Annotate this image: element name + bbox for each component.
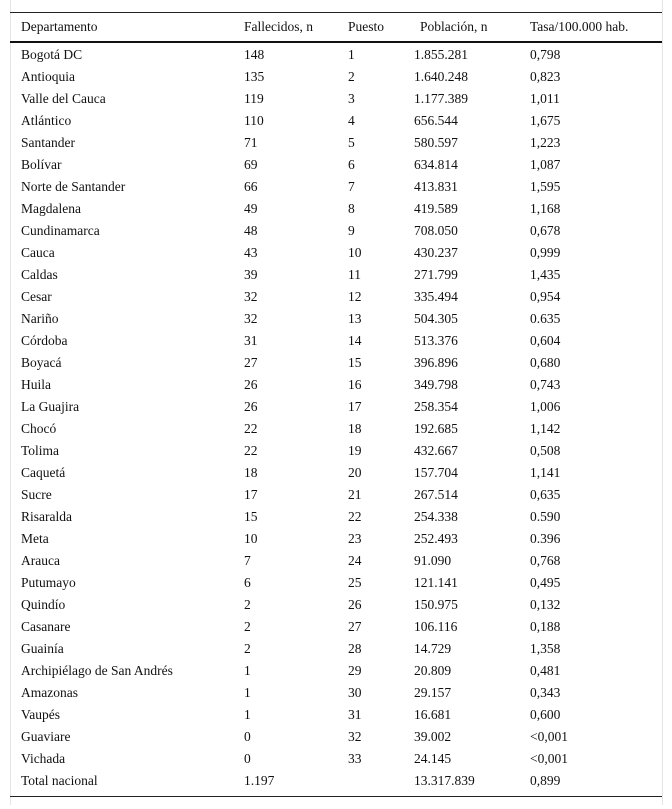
cell-tasa: 0.635 [530, 311, 561, 326]
cell-puesto: 4 [348, 113, 355, 128]
cell-poblacion: 20.809 [414, 663, 452, 678]
cell-departamento: Vaupés [21, 707, 60, 722]
cell-tasa: 0,132 [530, 597, 561, 612]
cell-puesto: 11 [348, 267, 361, 282]
cell-tasa: 0,604 [530, 333, 561, 348]
cell-poblacion: 580.597 [414, 135, 458, 150]
cell-tasa: 0,508 [530, 443, 561, 458]
cell-puesto: 26 [348, 597, 362, 612]
cell-puesto: 30 [348, 685, 362, 700]
cell-puesto: 9 [348, 223, 355, 238]
table-row [0, 638, 672, 660]
cell-tasa: 1,011 [530, 91, 560, 106]
cell-poblacion: 504.305 [414, 311, 458, 326]
cell-departamento: Tolima [21, 443, 60, 458]
cell-puesto: 25 [348, 575, 362, 590]
cell-departamento: Arauca [21, 553, 60, 568]
cell-fallecidos: 48 [244, 223, 258, 238]
cell-tasa: <0,001 [530, 751, 568, 766]
cell-poblacion: 29.157 [414, 685, 452, 700]
table-row [0, 550, 672, 572]
cell-fallecidos: 26 [244, 377, 258, 392]
cell-poblacion: 150.975 [414, 597, 458, 612]
table-header-rule [10, 41, 662, 43]
cell-poblacion: 258.354 [414, 399, 458, 414]
cell-fallecidos: 32 [244, 289, 258, 304]
cell-poblacion: 39.002 [414, 729, 452, 744]
cell-fallecidos: 135 [244, 69, 265, 84]
table-row [0, 418, 672, 440]
cell-poblacion: 634.814 [414, 157, 458, 172]
cell-fallecidos: 31 [244, 333, 258, 348]
cell-puesto: 29 [348, 663, 362, 678]
cell-puesto: 31 [348, 707, 362, 722]
table-row [0, 396, 672, 418]
cell-fallecidos: 0 [244, 751, 251, 766]
cell-fallecidos: 17 [244, 487, 258, 502]
cell-poblacion: 192.685 [414, 421, 458, 436]
cell-poblacion: 335.494 [414, 289, 458, 304]
table-row [0, 154, 672, 176]
table-row [0, 726, 672, 748]
cell-departamento: Caquetá [21, 465, 66, 480]
table-row [0, 286, 672, 308]
cell-departamento: Atlántico [21, 113, 72, 128]
table-row [0, 330, 672, 352]
cell-tasa: 0,743 [530, 377, 561, 392]
cell-puesto: 12 [348, 289, 362, 304]
table-row [0, 484, 672, 506]
cell-fallecidos: 71 [244, 135, 258, 150]
cell-tasa: 0,823 [530, 69, 561, 84]
cell-poblacion: 396.896 [414, 355, 458, 370]
cell-departamento: La Guajira [21, 399, 80, 414]
table-row [0, 572, 672, 594]
cell-tasa: 0,899 [530, 773, 561, 788]
cell-fallecidos: 148 [244, 47, 265, 62]
table-bottom-rule [10, 796, 662, 797]
cell-puesto: 27 [348, 619, 362, 634]
cell-puesto: 5 [348, 135, 355, 150]
cell-puesto: 18 [348, 421, 362, 436]
cell-fallecidos: 110 [244, 113, 264, 128]
cell-departamento: Sucre [21, 487, 52, 502]
cell-puesto: 15 [348, 355, 362, 370]
cell-departamento: Amazonas [21, 685, 78, 700]
cell-departamento: Casanare [21, 619, 71, 634]
cell-poblacion: 252.493 [414, 531, 458, 546]
cell-tasa: <0,001 [530, 729, 568, 744]
cell-puesto: 6 [348, 157, 355, 172]
cell-poblacion: 24.145 [414, 751, 452, 766]
cell-departamento: Norte de Santander [21, 179, 126, 194]
cell-departamento: Putumayo [21, 575, 76, 590]
cell-puesto: 23 [348, 531, 362, 546]
cell-departamento: Guainía [21, 641, 64, 656]
table-row [0, 44, 672, 66]
table-row [0, 682, 672, 704]
cell-puesto: 22 [348, 509, 362, 524]
cell-tasa: 0.396 [530, 531, 561, 546]
cell-poblacion: 349.798 [414, 377, 458, 392]
cell-puesto: 21 [348, 487, 362, 502]
table-row [0, 374, 672, 396]
cell-tasa: 0,495 [530, 575, 561, 590]
cell-departamento: Chocó [21, 421, 57, 436]
cell-fallecidos: 22 [244, 421, 258, 436]
cell-departamento: Quindío [21, 597, 66, 612]
cell-fallecidos: 15 [244, 509, 258, 524]
table-row [0, 110, 672, 132]
table-row [0, 176, 672, 198]
cell-fallecidos: 32 [244, 311, 258, 326]
cell-tasa: 0,680 [530, 355, 561, 370]
cell-fallecidos: 43 [244, 245, 258, 260]
cell-puesto: 1 [348, 47, 355, 62]
cell-puesto: 20 [348, 465, 362, 480]
cell-poblacion: 708.050 [414, 223, 458, 238]
cell-puesto: 13 [348, 311, 362, 326]
table-row [0, 440, 672, 462]
table-row [0, 528, 672, 550]
table-header-row [0, 16, 672, 38]
cell-puesto: 19 [348, 443, 362, 458]
cell-fallecidos: 2 [244, 597, 251, 612]
cell-departamento: Cesar [21, 289, 52, 304]
header-tasa: Tasa/100.000 hab. [530, 19, 629, 34]
table-row [0, 748, 672, 770]
cell-puesto: 32 [348, 729, 362, 744]
cell-fallecidos: 6 [244, 575, 251, 590]
cell-puesto: 10 [348, 245, 362, 260]
cell-fallecidos: 49 [244, 201, 258, 216]
cell-puesto: 28 [348, 641, 362, 656]
cell-fallecidos: 119 [244, 91, 264, 106]
cell-fallecidos: 39 [244, 267, 258, 282]
cell-fallecidos: 2 [244, 641, 251, 656]
cell-tasa: 0.590 [530, 509, 561, 524]
cell-departamento: Meta [21, 531, 49, 546]
cell-tasa: 1,141 [530, 465, 561, 480]
cell-poblacion: 1.855.281 [414, 47, 468, 62]
cell-departamento: Cauca [21, 245, 55, 260]
cell-departamento: Risaralda [21, 509, 72, 524]
cell-poblacion: 430.237 [414, 245, 458, 260]
cell-departamento: Guaviare [21, 729, 71, 744]
table-row [0, 594, 672, 616]
cell-poblacion: 656.544 [414, 113, 458, 128]
cell-puesto: 8 [348, 201, 355, 216]
cell-puesto: 2 [348, 69, 355, 84]
cell-puesto: 33 [348, 751, 362, 766]
cell-departamento: Archipiélago de San Andrés [21, 663, 173, 678]
cell-fallecidos: 22 [244, 443, 258, 458]
table-top-rule [10, 12, 662, 13]
cell-departamento: Magdalena [21, 201, 81, 216]
cell-poblacion: 254.338 [414, 509, 458, 524]
table-row [0, 198, 672, 220]
cell-poblacion: 91.090 [414, 553, 452, 568]
cell-tasa: 1,087 [530, 157, 561, 172]
table-row [0, 88, 672, 110]
cell-departamento: Valle del Cauca [21, 91, 106, 106]
table-row [0, 242, 672, 264]
cell-poblacion: 14.729 [414, 641, 452, 656]
cell-fallecidos: 2 [244, 619, 251, 634]
cell-fallecidos: 18 [244, 465, 258, 480]
cell-puesto: 14 [348, 333, 362, 348]
cell-fallecidos: 66 [244, 179, 258, 194]
cell-fallecidos: 1 [244, 663, 251, 678]
table-row [0, 220, 672, 242]
cell-departamento: Antioquia [21, 69, 75, 84]
cell-departamento: Cundinamarca [21, 223, 100, 238]
table-row [0, 704, 672, 726]
cell-departamento: Total nacional [21, 773, 98, 788]
cell-departamento: Boyacá [21, 355, 62, 370]
cell-departamento: Bolívar [21, 157, 62, 172]
cell-poblacion: 1.640.248 [414, 69, 468, 84]
cell-tasa: 0,954 [530, 289, 561, 304]
cell-fallecidos: 26 [244, 399, 258, 414]
cell-departamento: Vichada [21, 751, 66, 766]
cell-fallecidos: 1.197 [244, 773, 275, 788]
table-row [0, 506, 672, 528]
cell-tasa: 1,223 [530, 135, 561, 150]
cell-departamento: Huila [21, 377, 51, 392]
header-poblacion: Población, n [420, 19, 488, 34]
header-fallecidos: Fallecidos, n [244, 19, 313, 34]
header-departamento: Departamento [21, 19, 98, 34]
table-row [0, 132, 672, 154]
header-puesto: Puesto [348, 19, 385, 34]
cell-tasa: 0,600 [530, 707, 561, 722]
cell-tasa: 1,358 [530, 641, 561, 656]
cell-poblacion: 267.514 [414, 487, 458, 502]
cell-tasa: 1,142 [530, 421, 561, 436]
table-row [0, 616, 672, 638]
cell-departamento: Caldas [21, 267, 58, 282]
cell-poblacion: 1.177.389 [414, 91, 468, 106]
cell-tasa: 1,675 [530, 113, 561, 128]
cell-puesto: 7 [348, 179, 355, 194]
table-row [0, 308, 672, 330]
cell-tasa: 0,343 [530, 685, 561, 700]
cell-tasa: 0,635 [530, 487, 561, 502]
cell-tasa: 1,006 [530, 399, 561, 414]
cell-tasa: 0,768 [530, 553, 561, 568]
table-row [0, 660, 672, 682]
cell-poblacion: 16.681 [414, 707, 452, 722]
cell-poblacion: 432.667 [414, 443, 458, 458]
cell-departamento: Santander [21, 135, 75, 150]
cell-poblacion: 157.704 [414, 465, 458, 480]
cell-fallecidos: 10 [244, 531, 258, 546]
cell-tasa: 1,168 [530, 201, 561, 216]
cell-poblacion: 121.141 [414, 575, 458, 590]
cell-poblacion: 106.116 [414, 619, 458, 634]
cell-departamento: Córdoba [21, 333, 68, 348]
cell-fallecidos: 27 [244, 355, 258, 370]
cell-puesto: 24 [348, 553, 362, 568]
cell-tasa: 1,435 [530, 267, 561, 282]
table-row [0, 462, 672, 484]
cell-tasa: 0,798 [530, 47, 561, 62]
cell-tasa: 0,481 [530, 663, 561, 678]
cell-departamento: Bogotá DC [21, 47, 83, 62]
cell-poblacion: 271.799 [414, 267, 458, 282]
cell-tasa: 0,188 [530, 619, 561, 634]
cell-fallecidos: 7 [244, 553, 251, 568]
cell-fallecidos: 0 [244, 729, 251, 744]
cell-poblacion: 513.376 [414, 333, 458, 348]
cell-tasa: 0,678 [530, 223, 561, 238]
cell-tasa: 1,595 [530, 179, 561, 194]
table-total-row [0, 770, 672, 792]
cell-puesto: 17 [348, 399, 362, 414]
table-row [0, 352, 672, 374]
table-row [0, 66, 672, 88]
cell-fallecidos: 1 [244, 685, 251, 700]
table-row [0, 264, 672, 286]
cell-departamento: Nariño [21, 311, 59, 326]
cell-puesto: 3 [348, 91, 355, 106]
cell-fallecidos: 1 [244, 707, 251, 722]
cell-poblacion: 13.317.839 [414, 773, 475, 788]
cell-poblacion: 413.831 [414, 179, 458, 194]
cell-poblacion: 419.589 [414, 201, 458, 216]
cell-tasa: 0,999 [530, 245, 561, 260]
cell-fallecidos: 69 [244, 157, 258, 172]
cell-puesto: 16 [348, 377, 362, 392]
